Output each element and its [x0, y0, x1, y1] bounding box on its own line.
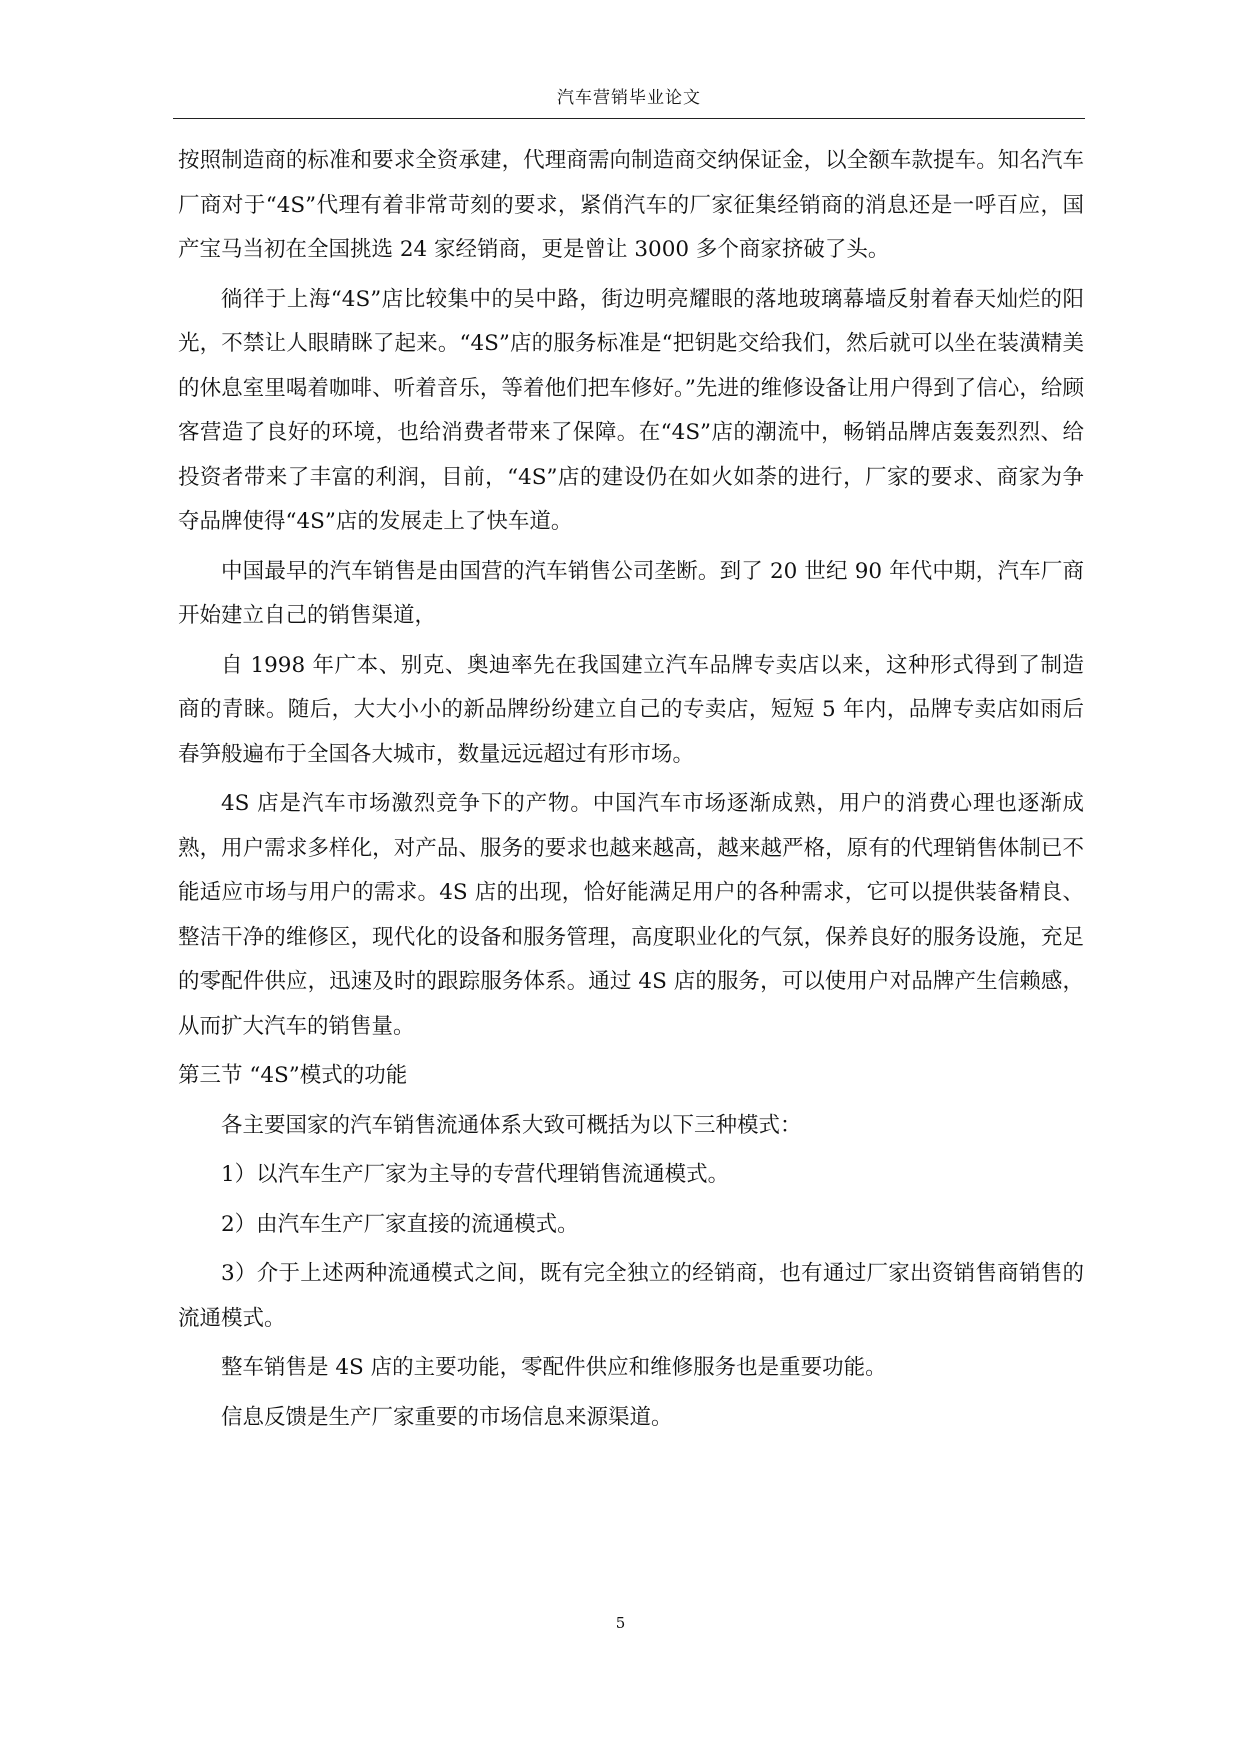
page-number: [0, 1614, 1241, 1632]
paragraph: 自 1998 年广本、别克、奥迪率先在我国建立汽车品牌专卖店以来，这种形式得到了制造商的青睐。随后，大大小小的新品牌纷纷建立自己的专卖店，短短 5 年内，品牌专卖店如雨后春笋般遍布于全国各大城市，数量远远超过有形市场。: [178, 652, 1084, 767]
page-number-text: 5: [615, 1614, 626, 1632]
list-item: 1）以汽车生产厂家为主导的专营代理销售流通模式。: [221, 1162, 730, 1187]
running-header: [173, 84, 1085, 119]
list-item: 2）由汽车生产厂家直接的流通模式。: [221, 1211, 579, 1237]
header-title: 汽车营销毕业论文: [557, 88, 701, 108]
paragraph: 整车销售是 4S 店的主要功能，零配件供应和维修服务也是重要功能。: [221, 1355, 887, 1380]
section-heading: 第三节 “4S”模式的功能: [178, 1063, 408, 1088]
list-item: 3）介于上述两种流通模式之间，既有完全独立的经销商，也有通过厂家出资销售商销售的流通模式。: [178, 1261, 1084, 1331]
document-body: [178, 139, 1084, 1445]
paragraph: 中国最早的汽车销售是由国营的汽车销售公司垄断。到了 20 世纪 90 年代中期，汽车厂商开始建立自己的销售渠道，: [178, 558, 1084, 628]
paragraph: 按照制造商的标准和要求全资承建，代理商需向制造商交纳保证金，以全额车款提车。知名汽车厂商对于“4S”代理有着非常苛刻的要求，紧俏汽车的厂家征集经销商的消息还是一呼百应，国产宝马当初在全国挑选 24 家经销商，更是曾让 3000 多个商家挤破了头。: [178, 148, 1084, 262]
paragraph: 徜徉于上海“4S”店比较集中的吴中路，街边明亮耀眼的落地玻璃幕墙反射着春天灿烂的阳光，不禁让人眼睛眯了起来。“4S”店的服务标准是“把钥匙交给我们，然后就可以坐在装潢精美的休息室里喝着咖啡、听着音乐，等着他们把车修好。”先进的维修设备让用户得到了信心，给顾客营造了良好的环境，也给消费者带来了保障。在“4S”店的潮流中，畅销品牌店轰轰烈烈、给投资者带来了丰富的利润，目前，“4S”店的建设仍在如火如荼的进行，厂家的要求、商家为争夺品牌使得“4S”店的发展走上了快车道。: [178, 286, 1084, 534]
paragraph: 4S 店是汽车市场激烈竞争下的产物。中国汽车市场逐渐成熟，用户的消费心理也逐渐成熟，用户需求多样化，对产品、服务的要求也越来越高，越来越严格，原有的代理销售体制已不能适应市场与用户的需求。4S 店的出现，恰好能满足用户的各种需求，它可以提供装备精良、整洁干净的维修区，现代化的设备和服务管理，高度职业化的气氛，保养良好的服务设施，充足的零配件供应，迅速及时的跟踪服务体系。通过 4S 店的服务，可以使用户对品牌产生信赖感，从而扩大汽车的销售量。: [178, 791, 1084, 1039]
paragraph: 信息反馈是生产厂家重要的市场信息来源渠道。: [221, 1404, 673, 1430]
paragraph: 各主要国家的汽车销售流通体系大致可概括为以下三种模式：: [221, 1112, 802, 1138]
